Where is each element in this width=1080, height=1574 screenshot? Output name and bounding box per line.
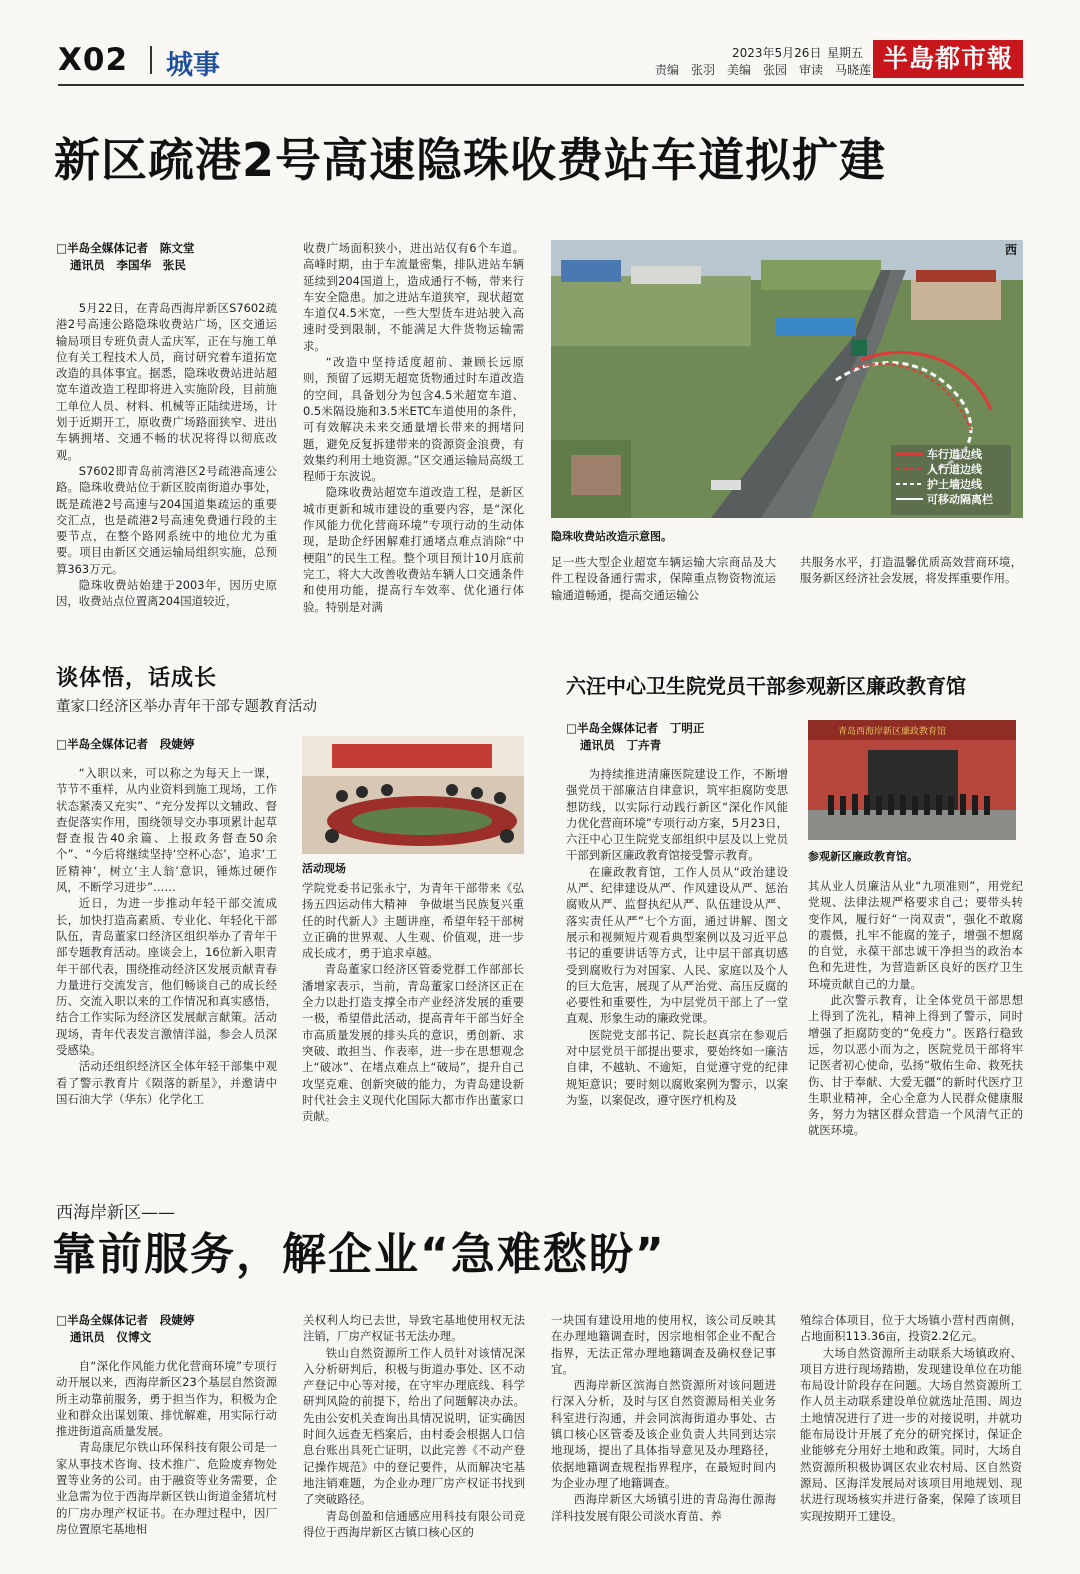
legend-label: 护土墙边线 — [927, 479, 982, 491]
header-divider — [150, 46, 152, 74]
paragraph: 5月22日，在青岛西海岸新区S7602疏港2号高速公路隐珠收费站广场，区交通运输局项目专班负责人孟庆军，正在与施工单位有关工程技术人员，商讨研究着车道拓宽改造的具体事宜。据悉，隐珠收费站进站超宽车道改造工程即将进入实施阶段，目前施工单位人员、材料、机械等正陆续进场，计划于近期开工，原收费广场路面狭窄、进出车辆拥堵、交通不畅的状况将得以彻底改观。 — [56, 301, 277, 462]
paragraph: 活动还组织经济区全体年轻干部集中观看了警示教育片《陨落的新星》，并邀请中国石油大学（华东）化学化工 — [56, 1059, 277, 1106]
paragraph: 此次警示教育，让全体党员干部思想上得到了洗礼，精神上得到了警示，同时增强了拒腐防变的“免疫力”。医路行稳致远，勿以恶小而为之，医院党员干部将牢记医者初心使命，弘扬“敬佑生命、救死扶伤、甘于奉献、大爱无疆”的新时代医疗卫生职业精神，全心全意为人民群众健康服务，努力为辖区群众营造一个风清气正的就医环境。 — [808, 993, 1023, 1138]
photo-corner-label: 西 — [1005, 243, 1018, 257]
section-name: 城事 — [166, 50, 220, 81]
toll-station-aerial-photo — [551, 240, 1023, 518]
page-number: X02 — [58, 42, 129, 78]
editor-credits: 责编 张羽 美编 张园 审读 马晓莲 — [655, 63, 872, 77]
article4-col4 — [800, 1312, 1022, 1524]
legend-label: 车行道边线 — [927, 449, 982, 461]
photo-sign-text: 青岛西海岸新区廉政教育馆 — [838, 726, 947, 736]
article4-headline: 靠前服务，解企业“急难愁盼” — [52, 1229, 666, 1280]
paragraph: “入职以来，可以称之为每天上一课，节节不重样，从内业资料到施工现场，工作状态紧凑又充实”、“充分发挥以文辅政、督查促落实作用，围绕领导交办事项累计起草督查报告40余篇、上报政务督查50余个”、“今后将继续坚持‘空杯心态’，追求‘工匠精神’，树立‘主人翁’意识，锤炼过硬作风，不断学习进步”…… — [56, 766, 277, 895]
paragraph: 大场自然资源所主动联系大场镇政府、项目方进行现场踏勘，发现建设单位在功能布局设计阶段存在问题。大场自然资源所工作人员主动联系建设单位就选址范围、周边土地情况进行了进一步的对接说明，并就功能布局设计开展了充分的研究探讨，保证企业能够充分用好土地和政策。同时，大场自然资源所积极协调区农业农村局、区自然资源局、区海洋发展局对该项目用地规划、现状进行现场核实并进行备案，保障了该项目实现按期开工建设。 — [800, 1345, 1022, 1523]
issue-date: 2023年5月26日 — [732, 46, 822, 60]
article4-byline-correspondent: 通讯员 仪博文 — [70, 1330, 152, 1344]
paragraph: 自“深化作风能力优化营商环境”专项行动开展以来，西海岸新区23个基层自然资源所主动靠前服务，勇于担当作为，积极为企业和群众出谋划策、排忧解难，用实际行动推进街道高质量发展。 — [56, 1359, 277, 1439]
article4-kicker: 西海岸新区—— — [56, 1203, 175, 1223]
toll-station-aerial-illustration — [551, 240, 1023, 518]
article4-col2 — [303, 1312, 525, 1540]
paragraph: 收费广场面积狭小，进出站仅有6个车道。高峰时期，由于车流量密集，排队进站车辆延续到204国道上，造成通行不畅，带来行车安全隐患。加之进站车道狭窄，现状超宽车道仅4.5米宽，一些大型货车进站驶入高速时受到限制，不能满足大件货物运输需求。 — [303, 241, 524, 353]
paragraph: 隐珠收费站始建于2003年，因历史原因，收费站点位置离204国道较近， — [56, 578, 277, 609]
article2-byline-reporter: □半岛全媒体记者 段婕婷 — [56, 737, 195, 751]
article3-byline-correspondent: 通讯员 丁卉青 — [580, 738, 662, 752]
article2-col2 — [302, 880, 524, 1124]
issue-weekday: 星期五 — [827, 46, 864, 60]
article3-photo-caption: 参观新区廉政教育馆。 — [808, 850, 918, 863]
paragraph: 西海岸新区大场镇引进的青岛海仕源海洋科技发展有限公司淡水育苗、养 — [551, 1492, 776, 1523]
article2-col1 — [56, 736, 277, 1107]
paragraph: 铁山自然资源所工作人员针对该情况深入分析研判后，积极与街道办事处、区不动产登记中心等对接，在守牢办理底线、科学研判风险的前提下，给出了问题解决办法。先由公安机关查询出具情况说明，证实确因时间久远查无档案后，由村委会根据人口信息台账出具死亡证明，以此完善《不动产登记操作规范》中的登记要件，从而解决宅基地注销难题，为企业办理厂房产权证书找到了突破路径。 — [303, 1345, 525, 1507]
paragraph: 关权利人均已去世，导致宅基地使用权无法注销，厂房产权证书无法办理。 — [303, 1313, 525, 1344]
article4-byline-reporter: □半岛全媒体记者 段婕婷 — [56, 1313, 195, 1327]
article1-col2 — [303, 240, 524, 615]
article4-col3 — [551, 1312, 776, 1524]
article1-col3 — [551, 554, 776, 603]
paragraph: 共服务水平，打造温馨优质高效营商环境，服务新区经济社会发展，将发挥重要作用。 — [800, 555, 1022, 586]
education-hall-illustration — [808, 720, 1016, 840]
newspaper-logo: 半島都市報 — [873, 40, 1023, 78]
article3-col2 — [808, 878, 1023, 1139]
article2-headline: 谈体悟，话成长 — [56, 666, 218, 691]
article1-photo-caption: 隐珠收费站改造示意图。 — [551, 530, 672, 543]
article1-byline-reporter: □半岛全媒体记者 陈文堂 — [56, 241, 195, 255]
paragraph: 一块国有建设用地的使用权，该公司反映其在办理地籍调查时，因宗地相邻企业不配合指界，无法正常办理地籍调查及确权登记事宜。 — [551, 1313, 776, 1376]
article1-col4 — [800, 554, 1022, 587]
paragraph: 青岛康尼尔铁山环保科技有限公司是一家从事技术咨询、技术推广、危险废弃物处置等业务的公司。由于融资等业务需要，企业急需为位于西海岸新区铁山街道金猪坑村的厂房办理产权证书。在办理过程中，因厂房位置原宅基地相 — [56, 1440, 277, 1536]
paragraph: “改造中坚持适度超前、兼顾长远原则，预留了远期无超宽货物通过时车道改造的空间，具备划分为包含4.5米超宽车道、0.5米隔设施和3.5米ETC车道使用的条件，可有效解决未来交通量增长带来的拥堵问题，避免反复拆建带来的资源资金浪费，有效集约利用土地资源。”区交通运输局高级工程师于东波说。 — [303, 355, 524, 484]
article1-col1 — [56, 240, 277, 610]
header-rule — [58, 84, 1024, 86]
article4-col1 — [56, 1312, 277, 1537]
paragraph: 学院党委书记张永宁，为青年干部带来《弘扬五四运动伟大精神 争做堪当民族复兴重任的时代新人》主题讲座，希望年轻干部树立正确的世界观、人生观、价值观，进一步成长成才，勇于追求卓越。 — [302, 881, 524, 961]
legend-label: 人行道边线 — [927, 464, 982, 476]
paragraph: 西海岸新区滨海自然资源所对该问题进行深入分析，及时与区自然资源局相关业务科室进行沟通，并会同滨海街道办事处、古镇口核心区管委及该企业负责人共同到达宗地现场，提出了具体指导意见及办理路径，依据地籍调查规程指界程序，在最短时间内为企业办理了地籍调查。 — [551, 1378, 776, 1490]
article3-headline: 六汪中心卫生院党员干部参观新区廉政教育馆 — [566, 674, 966, 698]
paragraph: 在廉政教育馆，工作人员从“政治建设从严、纪律建设从严、作风建设从严、惩治腐败从严、监督执纪从严、队伍建设从严、落实责任从严”七个方面，通过讲解、图文展示和视频短片观看典型案例以及习近平总书记的重要讲话等方式，让中层干部真切感受到腐败行为对国家、人民、家庭以及个人的巨大危害，展现了从严治党、高压反腐的必要性和重要性，为中层党员干部上了一堂直观、形象生动的廉政党课。 — [566, 864, 788, 1026]
paragraph: 隐珠收费站超宽车道改造工程，是新区城市更新和城市建设的重要内容，是“深化作风能力优化营商环境”专项行动的生动体现，是助企纾困解难打通堵点难点消除“中梗阻”的民生工程。整个项目预计10月底前完工，将大大改善收费站车辆人口交通条件和使用功能，提高行车效率、优化通行体验。特别是对满 — [303, 485, 524, 614]
paragraph: 医院党支部书记、院长赵真宗在参观后对中层党员干部提出要求，要始终如一廉洁自律，不越轨、不逾矩，自觉遵守党的纪律规矩意识；要时刻以腐败案例为警示，以案为鉴，以案促改，遵守医疗机构及 — [566, 1027, 788, 1107]
article3-col1 — [566, 720, 788, 1108]
paragraph: 青岛创盈和信通感应用科技有限公司竞得位于西海岸新区古镇口核心区的 — [303, 1508, 525, 1539]
article3-byline-reporter: □半岛全媒体记者 丁明正 — [566, 721, 705, 735]
article1-headline: 新区疏港2号高速隐珠收费站车道拟扩建 — [54, 133, 887, 187]
paragraph: 其从业人员廉洁从业“九项准则”，用党纪党规、法律法规严格要求自己；要带头转变作风，履行好“一岗双责”，强化不敢腐的震慑，扎牢不能腐的笼子，增强不想腐的自觉，永葆干部忠诚干净担当的政治本色和先进性，为营造新区良好的医疗卫生环境贡献自己的力量。 — [808, 879, 1023, 991]
meeting-room-illustration — [302, 736, 524, 854]
paragraph: 青岛董家口经济区管委党群工作部部长潘增家表示，当前，青岛董家口经济区正在全力以赴打造支撑全市产业经济发展的重要一极，希望借此活动，提高青年干部当好全市高质量发展的排头兵的意识，勇创新、求突破、敢担当、作表率，进一步在思想观念上“破冰”、在堵点难点上“破局”，提升自己攻坚克难、创新突破的能力，为青岛建设新时代社会主义现代化国际大都市作出董家口贡献。 — [302, 962, 524, 1124]
article2-photo-caption: 活动现场 — [302, 862, 346, 875]
article2-subtitle: 董家口经济区举办青年干部专题教育活动 — [56, 699, 317, 715]
paragraph: 殖综合体项目，位于大场镇小营村西南侧，占地面积113.36亩，投资2.2亿元。 — [800, 1313, 1022, 1344]
paragraph: S7602即青岛前湾港区2号疏港高速公路。隐珠收费站位于新区胶南街道办事处，既是疏港2号高速与204国道集疏运的重要交汇点，也是疏港2号高速免费通行段的主要节点，在整个路网系统中的地位尤为重要。项目由新区交通运输局组织实施，总预算363万元。 — [56, 463, 277, 576]
meeting-photo — [302, 736, 524, 854]
legend-label: 可移动隔离栏 — [927, 494, 993, 506]
article1-byline-correspondent: 通讯员 李国华 张民 — [70, 258, 186, 272]
paragraph: 近日，为进一步推动年轻干部交流成长，加快打造高素质、专业化、年轻化干部队伍，青岛董家口经济区组织举办了青年干部专题教育活动。座谈会上，16位新入职青年干部代表，围绕推动经济区发展贡献青春力量进行交流发言，他们畅谈自己的成长经历、交流入职以来的工作情况和真实感悟，结合工作实际为经济区发展献言献策。活动现场，青年代表发言激情洋溢，参会人员深受感染。 — [56, 896, 277, 1058]
paragraph: 足一些大型企业超宽车辆运输大宗商品及大件工程设备通行需求，保障重点物资物流运输通道畅通，提高交通运输公 — [551, 555, 776, 602]
paragraph: 为持续推进清廉医院建设工作，不断增强党员干部廉洁自律意识，筑牢拒腐防变思想防线，以实际行动践行新区“深化作风能力优化营商环境”专项行动方案，5月23日，六汪中心卫生院党支部组织中层及以上党员干部到新区廉政教育馆接受警示教育。 — [566, 767, 788, 863]
education-hall-photo — [808, 720, 1016, 840]
